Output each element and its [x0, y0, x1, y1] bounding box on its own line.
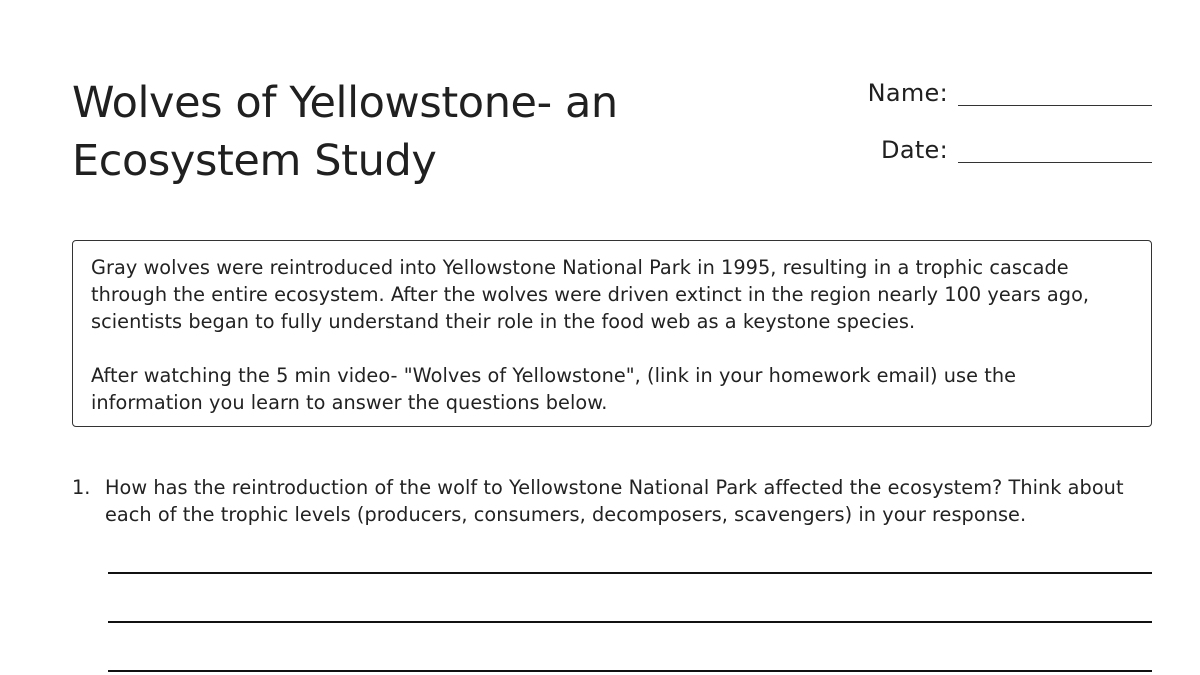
answer-line[interactable]	[108, 621, 1152, 623]
question-1	[72, 474, 1152, 528]
question-text: How has the reintroduction of the wolf to Yellowstone National Park affected the ecosystem? Think about each of the trophic levels (producers, consumers, decomposers, scavengers) in your response.	[105, 476, 1124, 526]
answer-line[interactable]	[108, 670, 1152, 672]
date-field[interactable]	[881, 135, 1152, 165]
name-label: Name:	[867, 79, 948, 107]
question-number: 1.	[72, 476, 91, 499]
intro-box	[72, 240, 1152, 427]
intro-paragraph-background: Gray wolves were reintroduced into Yellowstone National Park in 1995, resulting in a trophic cascade through the entire ecosystem. After the wolves were driven extinct in the region nearly 100 years ago, scientists began to fully understand their role in the food web as a keystone species.	[91, 256, 1090, 333]
date-label: Date:	[881, 136, 948, 164]
intro-paragraph-instructions: After watching the 5 min video- "Wolves of Yellowstone", (link in your homework email) use the information you learn to answer the questions below.	[91, 364, 1017, 414]
name-blank-line[interactable]	[958, 105, 1152, 106]
name-field[interactable]	[868, 78, 1152, 108]
answer-line[interactable]	[108, 572, 1152, 574]
date-blank-line[interactable]	[958, 162, 1152, 163]
worksheet-title: Wolves of Yellowstone- an Ecosystem Study	[72, 78, 618, 186]
